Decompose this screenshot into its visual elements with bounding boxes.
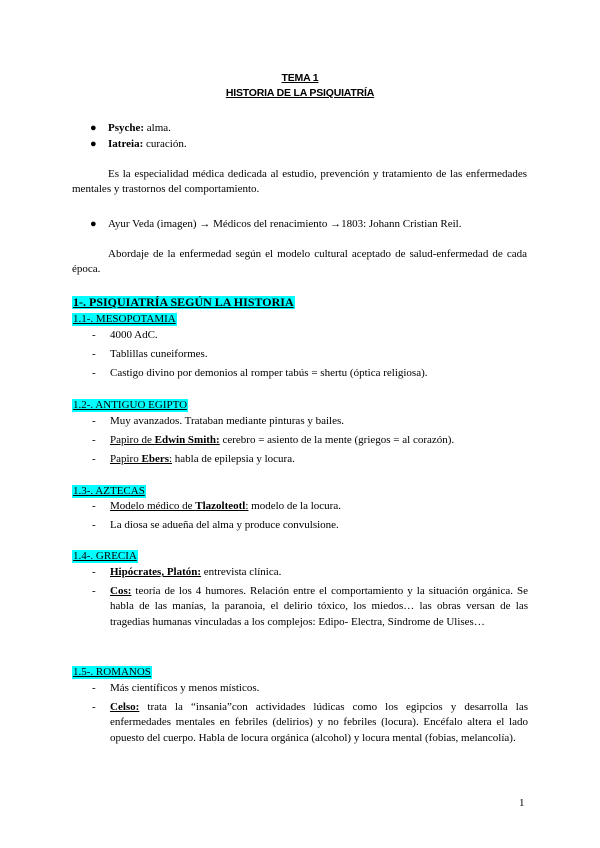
bullet-icon: ● xyxy=(90,138,97,150)
page-number: 1 xyxy=(519,797,525,809)
bullet-icon: ● xyxy=(90,122,97,134)
topic-number: TEMA 1 xyxy=(281,72,319,84)
intro-paragraph: Es la especialidad médica dedicada al estudio, prevención y tratamiento de las enfermedades mentales y trastornos del comportamiento. xyxy=(72,168,527,196)
subsection-heading: 1.4-. GRECIA xyxy=(73,550,137,562)
page-title: HISTORIA DE LA PSIQUIATRÍA xyxy=(225,87,375,99)
document-page: TEMA 1 HISTORIA DE LA PSIQUIATRÍA ● Psyche: alma. ● Iatreia: curación. Es la especialidad médica dedicada al estudio, prevención y tratamiento de las enfermedades mentales y trastornos del comportamiento. ● Ayur Veda (imagen) → Médicos del renacimiento →1803: Johann Cristian Reil. Abordaje de la enfermedad según el modelo cultural aceptado de salud-enfermedad de cada época. 1-. PSIQUIATRÍA SEGÚN LA HISTORIA 1.1-. MESOPOTAMIA - 4000 AdC. - Tablillas cuneiformes. - Castigo divino por demonios al romper tabús = shertu (óptica religiosa). 1.2-. ANTIGUO EGIPTO - Muy avanzados. Trataban mediante pinturas y bailes. - Papiro de Edwin Smith: cerebro = asiento de la mente (griegos = al corazón). - Papiro Ebers: habla de epilepsia y locura. 1.3-. AZTECAS - Modelo médico de Tlazolteotl: modelo de la locura. - La diosa se adueña del alma y produce convulsione. 1.4-. GRECIA - Hipócrates, Platón: entrevista clínica. - Cos: teoría de los 4 humores. Relación entre el comportamiento y la situación orgánica. Se habla de las manías, la paranoia, el delirio tóxico, los miedos… las obras versan de las tragedias humanas vinculadas a los complejos: Edipo- Electra, Síndrome de Ulises… 1.5-. ROMANOS - Más científicos y menos místicos. - Celso: trata la “insania”con actividades lúdicas como los egipcios y desarrolla las enfermedades mentales en febriles (delirios) y no febriles (locura). Encéfalo altera el lado opuesto del cuerpo. Habla de locura orgánica (alcohol) y locura mental (fobias, melancolía). 1 xyxy=(0,0,600,848)
bullet-icon: ● xyxy=(90,218,97,230)
subsection-heading: 1.5-. ROMANOS xyxy=(73,666,151,678)
subsection-heading: 1.3-. AZTECAS xyxy=(73,485,145,497)
subsection-heading: 1.2-. ANTIGUO EGIPTO xyxy=(73,399,188,411)
subsection-heading: 1.1-. MESOPOTAMIA xyxy=(73,313,176,325)
approach-paragraph: Abordaje de la enfermedad según el modelo cultural aceptado de salud-enfermedad de cada época. xyxy=(72,248,527,276)
section-heading: 1-. PSIQUIATRÍA SEGÚN LA HISTORIA xyxy=(73,295,294,309)
